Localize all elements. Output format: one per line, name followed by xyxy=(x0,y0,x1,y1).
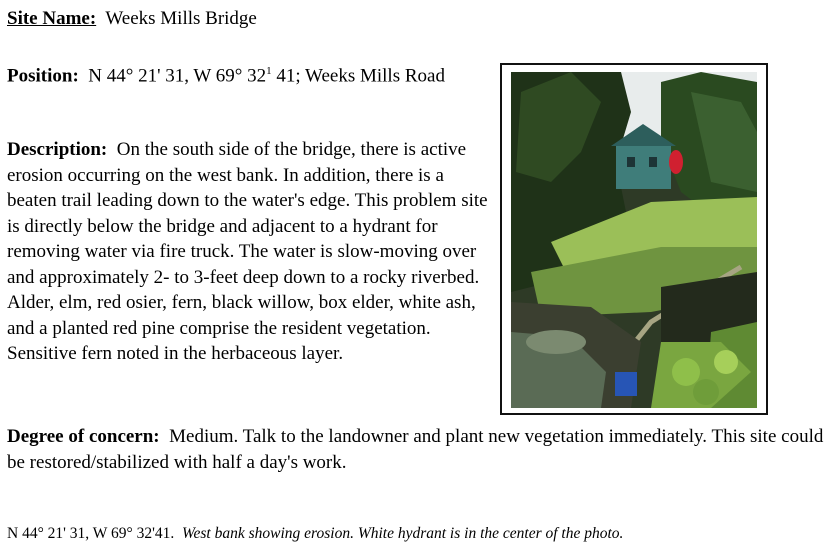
position-superscript: 1 xyxy=(266,65,272,77)
site-name-value: Weeks Mills Bridge xyxy=(105,8,257,29)
description-block xyxy=(7,137,497,367)
concern-block xyxy=(7,424,833,475)
site-name-line xyxy=(7,6,707,32)
position-coords: N 44° 21' 31, W 69° 32 xyxy=(88,65,267,87)
concern-label: Degree of concern: xyxy=(7,426,160,447)
description-text: On the south side of the bridge, there is active erosion occurring on the west bank. In addition, there is a beaten trail leading down to the water's edge. This problem site is directly below the bridge and adjacent to a hydrant for removing water via fire truck. The water is slow-moving over and approximately 2- to 3-feet deep down to a rocky riverbed. Alder, elm, red osier, fern, black willow, box elder, white ash, and a planted red pine comprise the resident vegetation. Sensitive fern noted in the herbaceous layer. xyxy=(7,139,488,364)
concern-text: Medium. Talk to the landowner and plant new vegetation immediately. This site could be restored/stabilized with half a day's work. xyxy=(7,426,824,473)
site-photo-drawing xyxy=(511,72,757,408)
photo-caption xyxy=(7,524,623,544)
position-road: 41; Weeks Mills Road xyxy=(271,65,445,87)
site-photo xyxy=(511,72,757,408)
caption-text: West bank showing erosion. White hydrant is in the center of the photo. xyxy=(182,525,624,542)
site-name-label: Site Name: xyxy=(7,8,97,29)
position-label: Position: xyxy=(7,65,79,87)
description-label: Description: xyxy=(7,139,108,160)
site-photo-frame xyxy=(500,63,768,415)
caption-coords: N 44° 21' 31, W 69° 32'41. xyxy=(7,525,175,542)
position-line xyxy=(7,59,497,89)
